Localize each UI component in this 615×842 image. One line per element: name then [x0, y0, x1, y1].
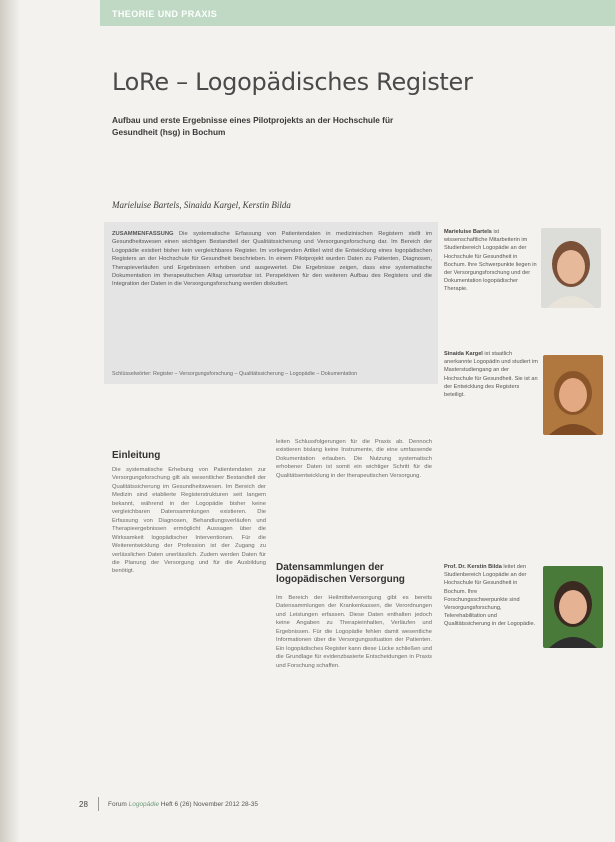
bio-name: Sinaida Kargel [444, 351, 483, 357]
abstract-text [112, 230, 432, 289]
bio-name: Marieluise Bartels [444, 229, 492, 235]
abstract-body: Die systematische Erfassung von Patientendaten in medizinischen Registern stellt im Gesundheitswesen einen wichtigen Bestandteil der Qualitätssicherung und Versorgungsforschung dar. Im Bereich der Logopädie existiert bisher kein vergleichbares Register. Im vorliegenden Artikel wird die Entwicklung eines logopädischen Registers an der Hochschule für Gesundheit beschrieben. In einem Pilotprojekt wurden Daten zu Patienten, Diagnosen, Therapieverläufen und Ergebnissen erhoben und ausgewertet. Die Ergebnisse zeigen, dass eine systematische Dokumentation im therapeutischen Alltag umsetzbar ist. Perspektiven für den weiteren Aufbau des Registers und die Integration der Daten in die Versorgungsforschung werden diskutiert. [112, 231, 432, 288]
page-number: 28 [79, 800, 88, 809]
footer-forum: Forum [108, 801, 127, 808]
bio-bilda [444, 563, 538, 685]
registry-heading: Datensammlungen der logopädischen Versorgung [276, 562, 405, 585]
bio-bartels [444, 228, 538, 336]
author-photo-bartels [541, 228, 601, 308]
author-photo-bilda [543, 566, 603, 648]
footer-magazine: Logopädie [128, 801, 159, 808]
footer-divider [98, 797, 99, 811]
author-photo-kargel [543, 355, 603, 435]
bio-text: ist staatlich anerkannte Logopädin und studiert im Masterstudiengang an der Hochschule für Gesundheit. Sie ist an der Entwicklung des Registers beteiligt. [444, 351, 538, 399]
bio-text: ist wissenschaftliche Mitarbeiterin im Studienbereich Logopädie an der Hochschule für Gesundheit in Bochum. Ihre Schwerpunkte liegen in der Versorgungsforschung und der Dokumentation logopädischer Therapie. [444, 229, 537, 293]
footer-issue: Heft 6 (26) November 2012 28-35 [160, 801, 258, 808]
article-authors: Marieluise Bartels, Sinaida Kargel, Kerstin Bilda [112, 200, 291, 210]
page-edge-shadow [0, 0, 20, 842]
middle-column-text-top: leiten Schlussfolgerungen für die Praxis ab. Dennoch existieren bislang keine Instrumente, die eine umfassende Dokumentation erlauben. Die Nutzung systematisch erhobener Daten ist somit ein wichtiger Schritt für die Qualitätsentwicklung in der therapeutischen Versorgung. [276, 439, 432, 479]
bio-text: leitet den Studienbereich Logopädie an der Hochschule für Gesundheit in Bochum. Ihre Forschungsschwerpunkte sind Versorgungsforschung, Telerehabilitation und Qualitätssicherung in der Logopädie. [444, 564, 536, 628]
bio-kargel [444, 350, 538, 450]
abstract-keywords: Schlüsselwörter: Register – Versorgungsforschung – Qualitätssicherung – Logopädie – Dokumentation [112, 371, 358, 377]
section-tag: THEORIE UND PRAXIS [112, 9, 218, 19]
abstract-lead: ZUSAMMENFASSUNG [112, 231, 174, 237]
article-title: LoRe – Logopädisches Register [112, 68, 473, 96]
bio-name: Prof. Dr. Kerstin Bilda [444, 564, 502, 570]
article-subtitle: Aufbau und erste Ergebnisse eines Pilotprojekts an der Hochschule für Gesundheit (hsg) in Bochum [112, 115, 394, 137]
intro-heading: Einleitung [112, 450, 161, 461]
left-column-text: Die systematische Erhebung von Patientendaten zur Versorgungsforschung gilt als wesentlicher Bestandteil der Qualitätssicherung im Gesundheitswesen. Im Bereich der Medizin sind etablierte Registerstrukturen seit langem bekannt, während in der Logopädie bisher keine vergleichbaren Datensammlungen existieren. Die Erfassung von Diagnosen, Behandlungsverläufen und Therapieergebnissen ermöglicht Aussagen über die Wirksamkeit logopädischer Interventionen. Für die Weiterentwicklung der Profession ist der Zugang zu verlässlichen Daten unerlässlich. Zudem werden Daten für die Planung der Versorgung und für die Ausbildung benötigt. [112, 467, 266, 575]
footer-publication [108, 801, 258, 808]
middle-column-text-bottom: Im Bereich der Heilmittelversorgung gibt es bereits Datensammlungen der Krankenkassen, die Verordnungen und Leistungen erfassen. Diese Daten enthalten jedoch keine Angaben zu Therapieinhalten, Verläufen und Ergebnissen. Für die Logopädie fehlen damit wesentliche Informationen über die Versorgungssituation der Patienten. Ein logopädisches Register kann diese Lücke schließen und die Grundlage für evidenzbasierte Entscheidungen in Praxis und Forschung schaffen. [276, 595, 432, 669]
